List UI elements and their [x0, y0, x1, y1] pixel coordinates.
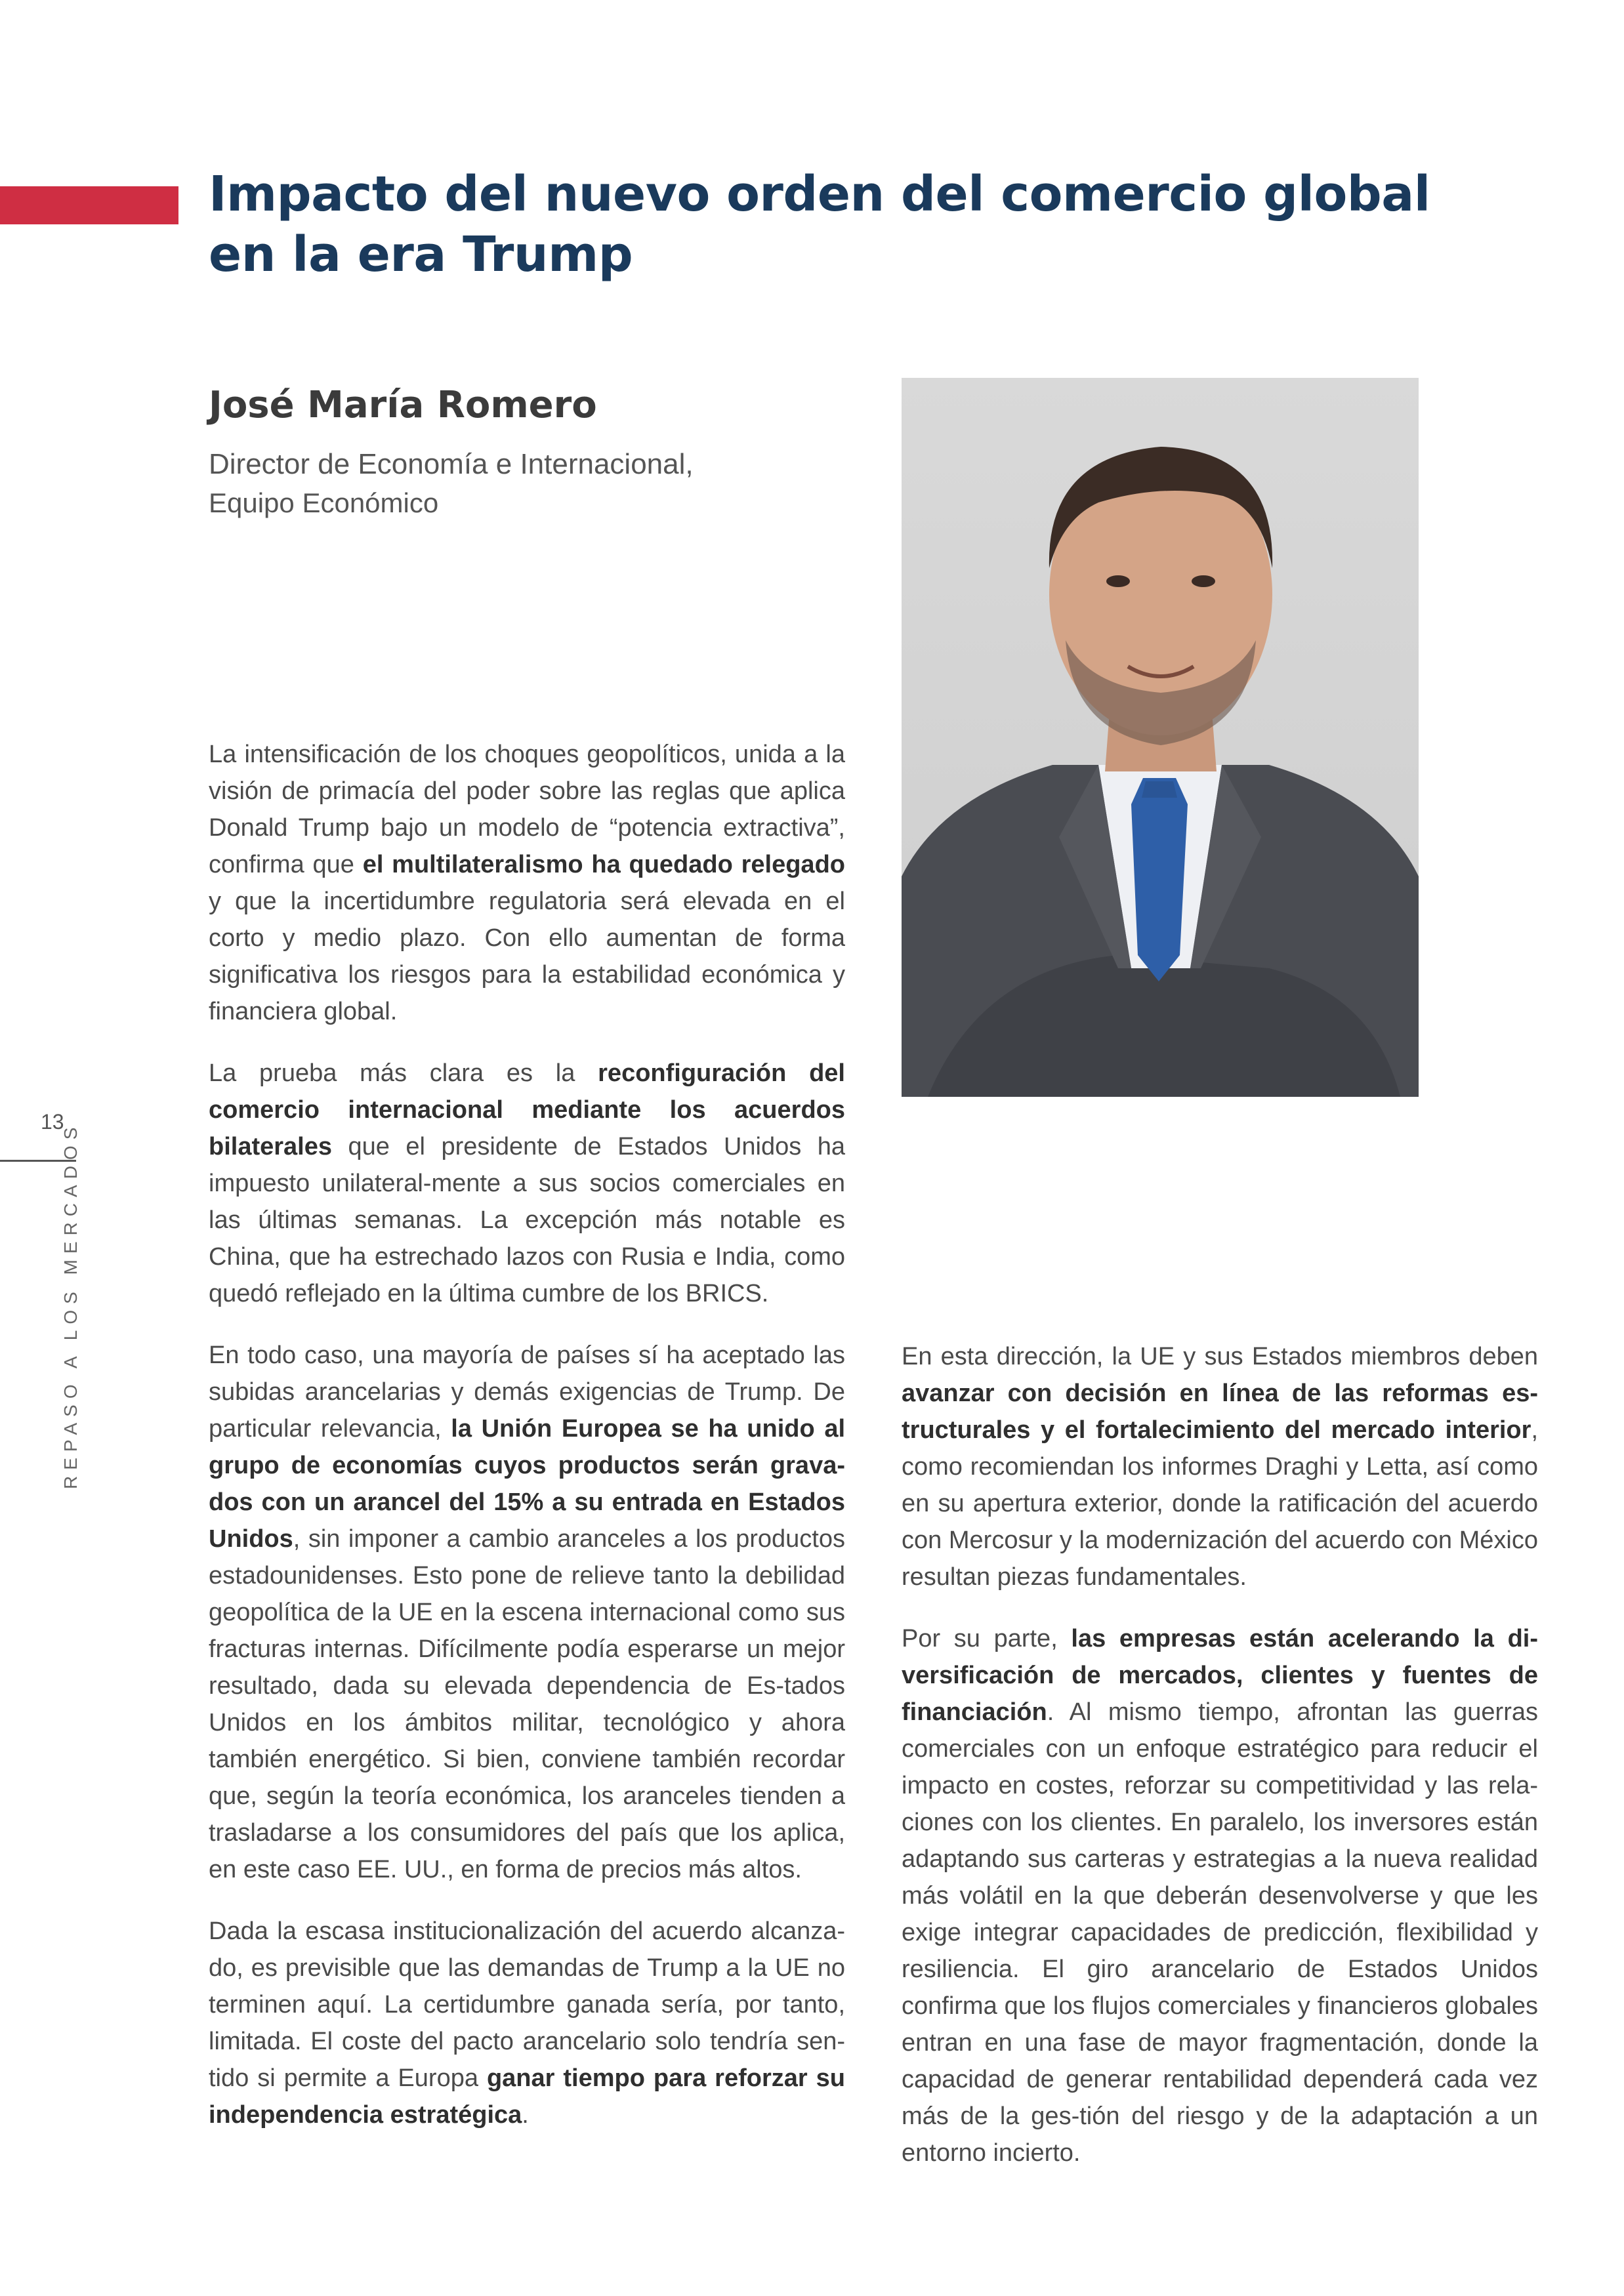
accent-bar	[0, 186, 178, 224]
paragraph: La prueba más clara es la reconfiguración del comercio internacional mediante los acuerdos bilaterales que el presidente de Estados Unidos ha impuesto unilateral-mente a sus socios comerciales en las últimas semanas. La excepción más notable es China, que ha estrechado lazos con Rusia e India, como quedó reflejado en la última cumbre de los BRICS.	[209, 1059, 845, 1307]
paragraph: Por su parte, las empresas están acelerando la di-versificación de mercados, clientes y fuentes de financiación. Al mismo tiempo, afrontan las guerras comerciales con un enfoque estratégico para reducir el impacto en costes, reforzar su competitividad y las rela-ciones con los clientes. En paralelo, los inversores están adaptando sus carteras y estrategias a la nueva realidad más volátil en la que deberán desenvolverse y que les exige integrar capacidades de predicción, flexibilidad y resiliencia. El giro arancelario de Estados Unidos confirma que los flujos comerciales y financieros globales entran en una fase de mayor fragmentación, donde la capacidad de generar rentabilidad dependerá cada vez más de la ges-tión del riesgo y de la adaptación a un entorno incierto.	[902, 1625, 1538, 2167]
paragraph: Dada la escasa institucionalización del acuerdo alcanza-do, es previsible que las demandas de Trump a la UE no terminen aquí. La certidumbre ganada sería, por tanto, limitada. El coste del pacto arancelario solo tendría sen-tido si permite a Europa ganar tiempo para reforzar su independencia estratégica.	[209, 1917, 845, 2129]
author-team: Equipo Económico	[209, 487, 439, 518]
paragraph: En esta dirección, la UE y sus Estados miembros deben avanzar con decisión en línea de las reformas es-tructurales y el fortalecimiento del mercado interior, como recomiendan los informes Draghi y Letta, así como en su apertura exterior, donde la ratificación del acuerdo con Mercosur y la modernización del acuerdo con México resultan piezas fundamentales.	[902, 1343, 1538, 1591]
author-role: Director de Economía e Internacional,	[209, 448, 694, 480]
paragraph: La intensificación de los choques geopolíticos, unida a la visión de primacía del poder sobre las reglas que aplica Donald Trump bajo un modelo de “potencia extractiva”, confirma que el multilateralismo ha quedado relegado y que la incertidumbre regulatoria será elevada en el corto y medio plazo. Con ello aumentan de forma significativa los riesgos para la estabilidad económica y financiera global.	[209, 741, 845, 1025]
page-number: 13	[41, 1110, 64, 1134]
paragraph: En todo caso, una mayoría de países sí ha aceptado las subidas arancelarias y demás exigencias de Trump. De particular relevancia, la Unión Europea se ha unido al grupo de economías cuyos productos serán grava-dos con un arancel del 15% a su entrada en Estados Unidos, sin imponer a cambio aranceles a los productos estadounidenses. Esto pone de relieve tanto la debilidad geopolítica de la UE en la escena internacional como sus fracturas internas. Difícilmente podía esperarse un mejor resultado, dada su elevada dependencia de Es-tados Unidos en los ámbitos militar, tecnológico y ahora también energético. Si bien, conviene también recordar que, según la teoría económica, los aranceles tienden a trasladarse a los consumidores del país que los aplica, en este caso EE. UU., en forma de precios más altos.	[209, 1342, 846, 1883]
title-line-2: en la era Trump	[209, 226, 633, 283]
author-photo	[902, 378, 1419, 1097]
body-column-right	[902, 1338, 1538, 2196]
page-title	[209, 164, 1430, 285]
body-column-left	[209, 736, 845, 2158]
title-line-1: Impacto del nuevo orden del comercio global	[209, 166, 1430, 222]
section-label: REPASO A LOS MERCADOS	[60, 1121, 81, 1489]
author-name: José María Romero	[209, 384, 597, 426]
